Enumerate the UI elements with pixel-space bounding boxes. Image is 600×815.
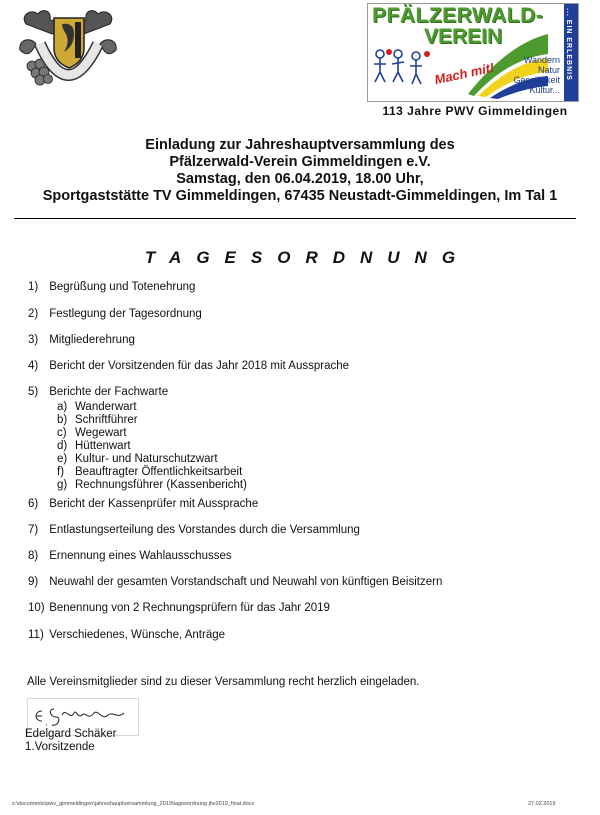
- agenda-item-number: 8): [28, 550, 39, 562]
- agenda-item-text: Festlegung der Tagesordnung: [49, 308, 202, 320]
- club-crest-logo: [18, 6, 118, 101]
- agenda-item: [28, 602, 330, 614]
- signatory-name: Edelgard Schäker: [25, 728, 117, 740]
- agenda-item: [28, 498, 258, 510]
- agenda-item: [28, 524, 360, 536]
- fachwarte-sublist: [57, 401, 247, 492]
- agenda-title: TAGESORDNUNG: [144, 248, 471, 267]
- pwv-logo-title-line2: VEREIN: [424, 25, 503, 48]
- agenda-item: [28, 334, 135, 346]
- agenda-subitem: [57, 453, 247, 466]
- horizontal-divider: [14, 218, 576, 219]
- footer-file-path: x:\documents\pwv_gimmeldingen\jahreshauptversammlung_2019\tagesordnung jhv2019_final.docx: [12, 801, 255, 807]
- subitem-text: Hüttenwart: [75, 440, 131, 452]
- agenda-item-number: 5): [28, 386, 39, 398]
- agenda-item-text: Bericht der Vorsitzenden für das Jahr 2018 mit Aussprache: [49, 360, 350, 372]
- agenda-item-number: 3): [28, 334, 39, 346]
- agenda-subitem: [57, 414, 247, 427]
- agenda-item-number: 4): [28, 360, 39, 372]
- slogan-line: Wandern: [523, 55, 560, 65]
- subitem-letter: d): [57, 440, 68, 452]
- slogan-line: Geselligkeit: [513, 75, 560, 85]
- agenda-item: [28, 576, 442, 588]
- heading-line: Samstag, den 06.04.2019, 18.00 Uhr,: [176, 171, 424, 187]
- subitem-letter: b): [57, 414, 68, 426]
- subitem-text: Wegewart: [75, 427, 127, 439]
- crest-with-grapes-icon: [18, 6, 118, 101]
- agenda-item-number: 1): [28, 281, 39, 293]
- agenda-subitem: [57, 440, 247, 453]
- subitem-letter: f): [57, 466, 65, 478]
- agenda-item-text: Verschiedenes, Wünsche, Anträge: [49, 629, 226, 641]
- pwv-slogan: [500, 55, 560, 95]
- heading-line: Sportgaststätte TV Gimmeldingen, 67435 Neustadt-Gimmeldingen, Im Tal 1: [42, 188, 558, 204]
- subitem-text: Rechnungsführer (Kassenbericht): [75, 479, 247, 491]
- pwv-logo: [367, 3, 579, 102]
- slogan-line: Kultur...: [529, 85, 560, 95]
- agenda-item-text: Neuwahl der gesamten Vorstandschaft und Neuwahl von künftigen Beisitzern: [49, 576, 443, 588]
- invitation-text: Alle Vereinsmitglieder sind zu dieser Versammlung recht herzlich eingeladen.: [27, 676, 420, 688]
- mach-mit-slogan: Mach mit!: [433, 59, 496, 88]
- subitem-letter: g): [57, 479, 68, 491]
- agenda-item-text: Bericht der Kassenprüfer mit Aussprache: [49, 498, 259, 510]
- agenda-item: [28, 629, 225, 641]
- anniversary-caption: 113 Jahre PWV Gimmeldingen: [382, 104, 568, 118]
- pwv-side-text: ... EIN ERLEBNIS: [565, 8, 572, 81]
- subitem-text: Kultur- und Naturschutzwart: [75, 453, 218, 465]
- heading-line: Einladung zur Jahreshauptversammlung des: [145, 137, 455, 153]
- agenda-item-text: Begrüßung und Totenehrung: [49, 281, 196, 293]
- subitem-letter: c): [57, 427, 67, 439]
- agenda-item-text: Ernennung eines Wahlausschusses: [49, 550, 232, 562]
- agenda-item-text: Mitgliederehrung: [49, 334, 135, 346]
- agenda-subitem: [57, 401, 247, 414]
- agenda-item-number: 9): [28, 576, 39, 588]
- hikers-icon: [372, 48, 442, 88]
- agenda-item-text: Benennung von 2 Rechnungsprüfern für das Jahr 2019: [49, 602, 330, 614]
- subitem-text: Schriftführer: [75, 414, 138, 426]
- agenda-item-text: Entlastungserteilung des Vorstandes durch die Versammlung: [49, 524, 360, 536]
- agenda-item-number: 2): [28, 308, 39, 320]
- agenda-item-number: 6): [28, 498, 39, 510]
- subitem-text: Wanderwart: [75, 401, 137, 413]
- pwv-logo-title-line1: PFÄLZERWALD-: [372, 4, 544, 27]
- agenda-subitem: [57, 427, 247, 440]
- subitem-letter: e): [57, 453, 68, 465]
- slogan-line: Natur: [537, 65, 560, 75]
- footer-date: 27.02.2019: [528, 801, 556, 807]
- agenda-item-number: 11): [28, 629, 44, 641]
- subitem-letter: a): [57, 401, 68, 413]
- agenda-item-number: 7): [28, 524, 39, 536]
- agenda-item-text: Berichte der Fachwarte: [49, 386, 169, 398]
- signatory-role: 1.Vorsitzende: [25, 741, 95, 753]
- agenda-item-number: 10): [28, 602, 45, 614]
- invitation-heading: [0, 137, 600, 205]
- agenda-subitem: [57, 479, 247, 492]
- agenda-item: [28, 281, 195, 293]
- agenda-item: [28, 550, 232, 562]
- agenda-subitem: [57, 466, 247, 479]
- pwv-side-banner: [564, 4, 578, 101]
- agenda-item: [28, 360, 349, 372]
- heading-line: Pfälzerwald-Verein Gimmeldingen e.V.: [169, 154, 431, 170]
- subitem-text: Beauftragter Öffentlichkeitsarbeit: [75, 466, 243, 478]
- agenda-item: [28, 386, 168, 398]
- agenda-item: [28, 308, 202, 320]
